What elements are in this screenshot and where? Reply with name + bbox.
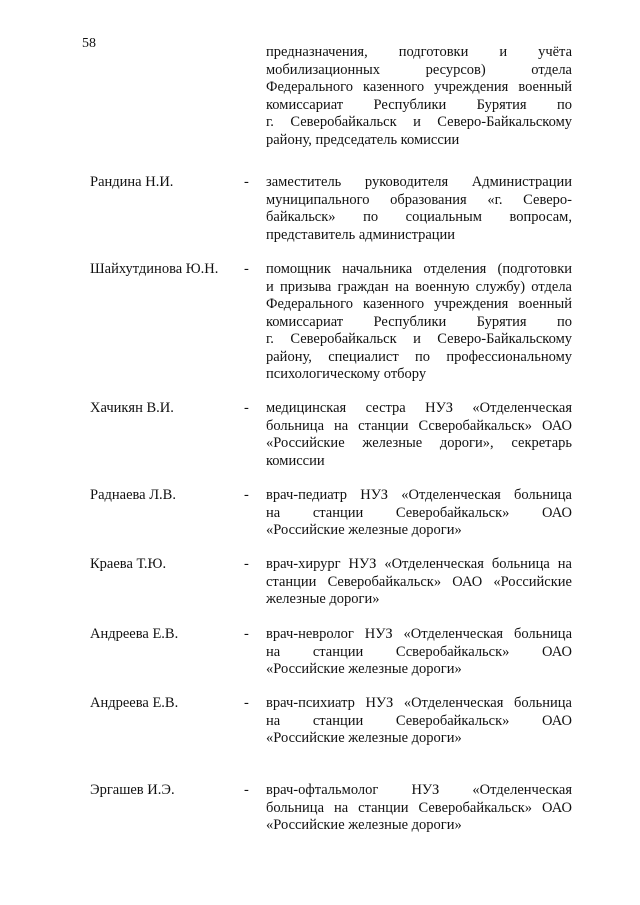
- text-line: комиссариат Республики Бурятия по: [266, 96, 572, 113]
- member-description: [266, 174, 572, 244]
- text-line: психологическому отбору: [266, 366, 427, 382]
- text-line: Федерального казенного учреждения военный: [266, 296, 572, 312]
- text-line: врач-невролог НУЗ «Отделенческая больница: [266, 626, 572, 642]
- text-line: «Российские железные дороги», секретарь: [266, 435, 572, 451]
- text-line: комиссии: [266, 452, 325, 469]
- dash-separator: -: [244, 174, 249, 190]
- text-line: больница на станции Северобайкальск» ОАО: [266, 799, 572, 816]
- dash-separator: -: [244, 400, 249, 416]
- text-line: предназначения, подготовки и учёта: [266, 44, 572, 60]
- text-line: врач-офтальмолог НУЗ «Отделенческая: [266, 782, 572, 798]
- text-line: «Российские железные дороги»: [266, 817, 462, 833]
- text-line: комиссариат Республики Бурятия по: [266, 313, 572, 330]
- member-name: Шайхутдинова Ю.Н.: [90, 261, 219, 277]
- text-line: г. Северобайкальск и Северо-Байкальскому: [266, 331, 572, 347]
- member-name: Краева Т.Ю.: [90, 556, 167, 572]
- member-name: Хачикян В.И.: [90, 400, 174, 416]
- dash-separator: -: [244, 782, 249, 798]
- text-line: Федерального казенного учреждения военный: [266, 79, 572, 95]
- text-line: району, специалист по профессиональному: [266, 348, 572, 365]
- text-line: заместитель руководителя Администрации: [266, 174, 572, 190]
- text-line: врач-педиатр НУЗ «Отделенческая больница: [266, 487, 572, 503]
- text-line: байкальск» по социальным вопросам,: [266, 209, 572, 225]
- text-line: району, председатель комиссии: [266, 131, 460, 148]
- text-line: на станции Ссверобайкальск» ОАО: [266, 643, 572, 660]
- member-name: Андреева Е.В.: [90, 626, 179, 642]
- text-line: железные дороги»: [266, 591, 380, 607]
- dash-separator: -: [244, 261, 249, 277]
- dash-separator: -: [244, 556, 249, 572]
- text-line: врач-психиатр НУЗ «Отделенческая больница: [266, 695, 572, 711]
- text-line: муниципального образования «г. Северо-: [266, 191, 572, 208]
- member-description: [266, 556, 572, 609]
- text-line: «Российские железные дороги»: [266, 522, 462, 538]
- member-name: Рандина Н.И.: [90, 174, 174, 190]
- text-line: станции Северобайкальск» ОАО «Российские: [266, 573, 572, 590]
- dash-separator: -: [244, 487, 249, 503]
- continuation-text: [266, 44, 572, 149]
- text-line: медицинская сестра НУЗ «Отделенческая: [266, 400, 572, 416]
- member-name: Раднаева Л.В.: [90, 487, 176, 503]
- page-number: 58: [82, 36, 96, 51]
- text-line: на станции Северобайкальск» ОАО: [266, 504, 572, 521]
- member-description: [266, 400, 572, 470]
- member-name: Андреева Е.В.: [90, 695, 179, 711]
- text-line: врач-хирург НУЗ «Отделенческая больница на: [266, 556, 572, 572]
- text-line: «Российские железные дороги»: [266, 730, 462, 746]
- member-description: [266, 487, 572, 540]
- member-description: [266, 261, 572, 384]
- member-description: [266, 695, 572, 748]
- member-description: [266, 782, 572, 835]
- text-line: г. Северобайкальск и Северо-Байкальскому: [266, 114, 572, 130]
- text-line: на станции Северобайкальск» ОАО: [266, 712, 572, 729]
- dash-separator: -: [244, 695, 249, 711]
- member-description: [266, 626, 572, 679]
- text-line: представитель администрации: [266, 226, 456, 243]
- dash-separator: -: [244, 626, 249, 642]
- member-name: Эргашев И.Э.: [90, 782, 175, 798]
- text-line: «Российские железные дороги»: [266, 661, 462, 677]
- text-line: мобилизационных ресурсов) отдела: [266, 61, 572, 78]
- text-line: больница на станции Ссверобайкальск» ОАО: [266, 417, 572, 434]
- text-line: и призыва граждан на военную службу) отдела: [266, 278, 572, 295]
- text-line: помощник начальника отделения (подготовки: [266, 261, 572, 277]
